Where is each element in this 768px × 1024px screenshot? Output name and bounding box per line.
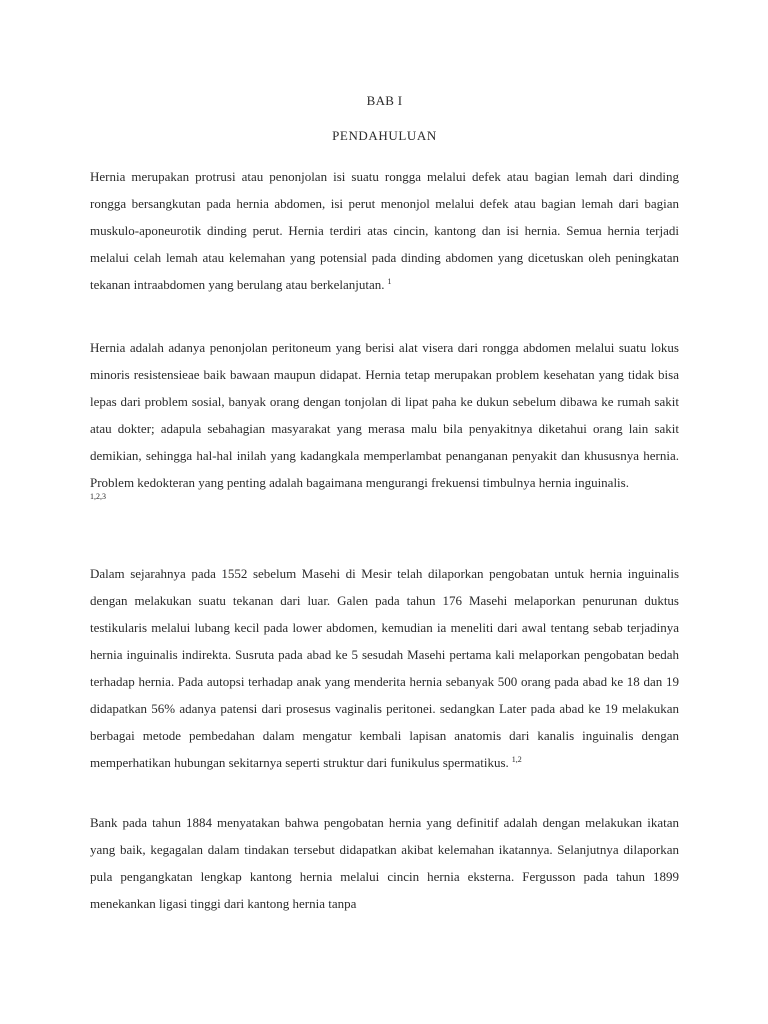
paragraph-history	[90, 560, 679, 776]
paragraph-text: Dalam sejarahnya pada 1552 sebelum Masehi di Mesir telah dilaporkan pengobatan untuk hernia inguinalis dengan melakukan suatu tekanan dari luar. Galen pada tahun 176 Masehi melaporkan penurunan duktus testikularis melalui lubang kecil pada lower abdomen, kemudian ia meneliti dari awal tentang sebab terjadinya hernia inguinalis indirekta. Susruta pada abad ke 5 sesudah Masehi pertama kali melaporkan pengobatan bedah terhadap hernia. Pada autopsi terhadap anak yang menderita hernia sebanyak 500 orang pada abad ke 18 dan 19 didapatkan 56% adanya patensi dari prosesus vaginalis peritonei. sedangkan Later pada abad ke 19 melakukan berbagai metode pembedahan dalam mengatur kembali lapisan anatomis dari kanalis inguinalis dengan memperhatikan hubungan sekitarnya seperti struktur dari funikulus spermatikus.	[90, 566, 679, 770]
paragraph-text: Hernia merupakan protrusi atau penonjolan isi suatu rongga melalui defek atau bagian lemah dari dinding rongga bersangkutan pada hernia abdomen, isi perut menonjol melalui defek atau bagian lemah dari bagian muskulo-aponeurotik dinding perut. Hernia terdiri atas cincin, kantong dan isi hernia. Semua hernia terjadi melalui celah lemah atau kelemahan yang potensial pada dinding abdomen yang dicetuskan oleh peningkatan tekanan intraabdomen yang berulang atau berkelanjutan.	[90, 169, 679, 292]
citation-ref: 1,2	[511, 755, 522, 764]
paragraph-treatment	[90, 809, 679, 917]
chapter-title: PENDAHULUAN	[332, 128, 437, 143]
citation-ref: 1	[387, 277, 392, 286]
citation-ref: 1,2,3	[90, 492, 106, 501]
paragraph-definition	[90, 163, 679, 298]
paragraph-problem	[90, 334, 679, 503]
paragraph-text: Hernia adalah adanya penonjolan peritoneum yang berisi alat visera dari rongga abdomen melalui suatu lokus minoris resistensieae baik bawaan maupun didapat. Hernia tetap merupakan problem kesehatan yang tidak bisa lepas dari problem sosial, banyak orang dengan tonjolan di lipat paha ke dukun sebelum dibawa ke rumah sakit atau dokter; adapula sebahagian masyarakat yang merasa malu bila penyakitnya diketahui orang lain sakit demikian, sehingga hal-hal inilah yang kadangkala memperlambat penanganan penyakit dan khususnya hernia. Problem kedokteran yang penting adalah bagaimana mengurangi frekuensi timbulnya hernia inguinalis.	[90, 340, 679, 490]
paragraph-text: Bank pada tahun 1884 menyatakan bahwa pengobatan hernia yang definitif adalah dengan melakukan ikatan yang baik, kegagalan dalam tindakan tersebut didapatkan akibat kelemahan ikatannya. Selanjutnya dilaporkan pula pengangkatan lengkap kantong hernia melalui cincin hernia eksterna. Fergusson pada tahun 1899 menekankan ligasi tinggi dari kantong hernia tanpa	[90, 815, 679, 911]
chapter-number: BAB I	[366, 93, 403, 108]
